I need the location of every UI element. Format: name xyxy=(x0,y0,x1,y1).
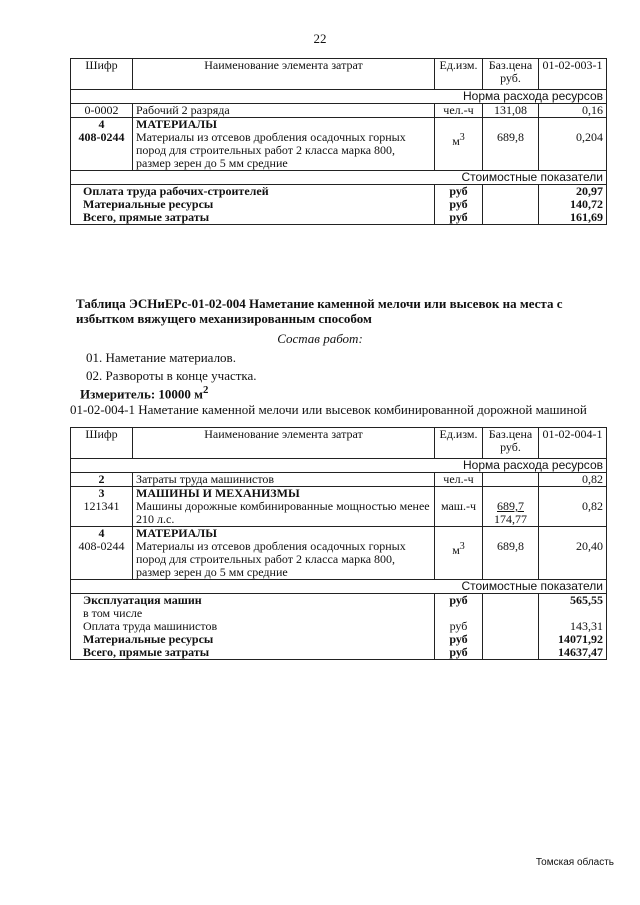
row-value xyxy=(539,527,607,580)
unit-sup: 3 xyxy=(459,541,465,552)
header-norm-code: 01-02-003-1 xyxy=(539,59,607,90)
totals-values xyxy=(539,594,607,660)
material-code: 408-0244 xyxy=(78,539,125,553)
total-label: Оплата труда машинистов xyxy=(83,619,218,633)
table-row xyxy=(71,473,607,487)
row-unit xyxy=(435,487,483,527)
row-value: 0,16 xyxy=(539,104,607,118)
totals-units xyxy=(435,185,483,225)
section-label-row xyxy=(71,580,607,594)
totals-units xyxy=(435,594,483,660)
total-label: Всего, прямые затраты xyxy=(83,210,210,224)
row-price xyxy=(483,118,539,171)
total-label: Оплата труда рабочих-строителей xyxy=(83,184,269,198)
header-price xyxy=(483,59,539,90)
row-name: Затраты труда машинистов xyxy=(133,473,435,487)
group-code: 3 xyxy=(98,486,105,500)
header-norm-code: 01-02-004-1 xyxy=(539,428,607,459)
total-value: 143,31 xyxy=(570,619,603,633)
row-unit xyxy=(435,118,483,171)
table-row xyxy=(71,104,607,118)
footer-region: Томская область xyxy=(535,857,614,868)
header-price-line2: руб. xyxy=(500,440,521,454)
group-code: 4 xyxy=(98,526,105,540)
header-name: Наименование элемента затрат xyxy=(133,428,435,459)
cost-label: Стоимостные показатели xyxy=(71,171,607,185)
header-name: Наименование элемента затрат xyxy=(133,59,435,90)
totals-row xyxy=(71,594,607,660)
machine-name: Машины дорожные комбинированные мощностью менее 210 л.с. xyxy=(136,499,430,526)
group-name: МАШИНЫ И МЕХАНИЗМЫ xyxy=(136,486,300,500)
total-unit: руб xyxy=(449,210,468,224)
header-unit: Ед.изм. xyxy=(435,428,483,459)
unit-text: м xyxy=(452,543,460,557)
row-price: 131,08 xyxy=(483,104,539,118)
total-label: Всего, прямые затраты xyxy=(83,645,210,659)
row-unit: чел.-ч xyxy=(435,473,483,487)
row-code: 2 xyxy=(71,473,133,487)
cost-label: Стоимостные показатели xyxy=(71,580,607,594)
unit-sup: 3 xyxy=(459,132,465,143)
group-name: МАТЕРИАЛЫ xyxy=(136,526,217,540)
material-code: 408-0244 xyxy=(78,130,125,144)
totals-labels xyxy=(71,185,435,225)
total-unit: руб xyxy=(449,619,468,633)
row-name: Рабочий 2 разряда xyxy=(133,104,435,118)
row-code xyxy=(71,527,133,580)
section-label-row xyxy=(71,171,607,185)
row-price xyxy=(483,487,539,527)
total-label: Материальные ресурсы xyxy=(83,197,214,211)
table-header-row xyxy=(71,428,607,459)
value-text: 0,82 xyxy=(582,499,603,513)
totals-empty xyxy=(483,594,539,660)
machine-code: 121341 xyxy=(83,499,120,513)
total-unit: руб xyxy=(449,184,468,198)
table-header-row xyxy=(71,59,607,90)
total-value: 140,72 xyxy=(570,197,603,211)
unit-text: м xyxy=(452,134,460,148)
header-price-line2: руб. xyxy=(500,71,521,85)
header-unit: Ед.изм. xyxy=(435,59,483,90)
row-unit: чел.-ч xyxy=(435,104,483,118)
total-unit: руб xyxy=(449,632,468,646)
row-price xyxy=(483,527,539,580)
totals-values xyxy=(539,185,607,225)
group-name: МАТЕРИАЛЫ xyxy=(136,117,217,131)
total-label: Эксплуатация машин xyxy=(83,593,202,607)
header-price-line1: Баз.цена xyxy=(488,427,533,441)
unit-text: маш.-ч xyxy=(440,499,477,513)
header-code: Шифр xyxy=(71,59,133,90)
total-value: 20,97 xyxy=(576,184,603,198)
row-code: 0-0002 xyxy=(71,104,133,118)
norms-label: Норма расхода ресурсов xyxy=(71,459,607,473)
header-price-line1: Баз.цена xyxy=(488,58,533,72)
material-name: Материалы из отсевов дробления осадочных горных пород для строительных работ 2 класса марка 800, размер зерен до 5 мм средние xyxy=(136,539,406,579)
total-unit: руб xyxy=(449,593,468,607)
row-code xyxy=(71,118,133,171)
table-row xyxy=(71,118,607,171)
price-operator-text: 174,77 xyxy=(494,512,527,526)
row-name xyxy=(133,527,435,580)
resource-table-1 xyxy=(70,58,607,225)
section-label-row xyxy=(71,90,607,104)
table-title: Таблица ЭСНиЕРс-01-02-004 Наметание каменной мелочи или высевок на места с избытком вяжущего механизированным способом xyxy=(76,296,563,326)
table-row xyxy=(71,527,607,580)
total-unit: руб xyxy=(449,645,468,659)
measure-sup: 2 xyxy=(203,384,209,396)
value-text: 0,204 xyxy=(576,130,603,144)
row-unit xyxy=(435,527,483,580)
table-row xyxy=(71,487,607,527)
total-value: 14637,47 xyxy=(558,645,603,659)
totals-labels xyxy=(71,594,435,660)
price-text: 689,8 xyxy=(497,130,524,144)
section-label-row xyxy=(71,459,607,473)
price-text: 689,8 xyxy=(497,539,524,553)
norm-code-line: 01-02-004-1 Наметание каменной мелочи или высевок комбинированной дорожной машиной xyxy=(70,402,587,417)
total-unit: руб xyxy=(449,197,468,211)
row-value xyxy=(539,487,607,527)
row-value xyxy=(539,118,607,171)
price-text: 689,7 xyxy=(497,499,524,513)
work-composition-heading: Состав работ: xyxy=(277,331,363,346)
measure-unit xyxy=(80,384,208,402)
resource-table-2 xyxy=(70,427,607,660)
material-name: Материалы из отсевов дробления осадочных горных пород для строительных работ 2 класса марка 800, размер зерен до 5 мм средние xyxy=(136,130,406,170)
total-label: Материальные ресурсы xyxy=(83,632,214,646)
measure-text: Измеритель: 10000 м xyxy=(80,386,204,402)
totals-row xyxy=(71,185,607,225)
row-value: 0,82 xyxy=(539,473,607,487)
value-text: 20,40 xyxy=(576,539,603,553)
page-number: 22 xyxy=(313,31,327,46)
total-value: 161,69 xyxy=(570,210,603,224)
header-code: Шифр xyxy=(71,428,133,459)
norms-label: Норма расхода ресурсов xyxy=(71,90,607,104)
total-value: 14071,92 xyxy=(558,632,603,646)
totals-empty xyxy=(483,185,539,225)
group-code: 4 xyxy=(98,117,105,131)
total-label: в том числе xyxy=(83,606,143,620)
total-value: 565,55 xyxy=(570,593,603,607)
work-step: 01. Наметание материалов. xyxy=(86,350,236,365)
row-name xyxy=(133,487,435,527)
row-code xyxy=(71,487,133,527)
header-price xyxy=(483,428,539,459)
row-price xyxy=(483,473,539,487)
work-step: 02. Развороты в конце участка. xyxy=(86,368,257,383)
row-name xyxy=(133,118,435,171)
